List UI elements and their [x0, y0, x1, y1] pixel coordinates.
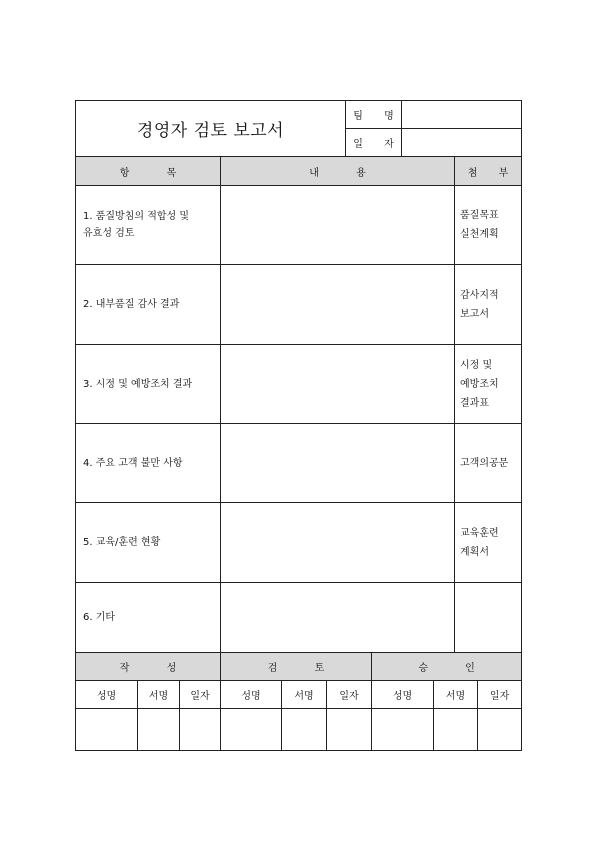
team-label: 팀 명 — [346, 101, 402, 129]
column-header-attachment: 첨 부 — [455, 157, 522, 186]
signoff-field[interactable] — [327, 709, 372, 751]
signoff-field[interactable] — [138, 709, 180, 751]
signoff-table — [75, 652, 522, 751]
table-row — [76, 265, 522, 345]
signoff-sub-signature: 서명 — [434, 681, 478, 709]
attachment-cell: 교육훈련 계획서 — [455, 503, 522, 583]
header-table — [75, 100, 522, 157]
signoff-sub-name: 성명 — [221, 681, 282, 709]
attachment-cell: 고객의공문 — [455, 424, 522, 503]
item-cell: 5. 교육/훈련 현황 — [76, 503, 221, 583]
table-row — [76, 345, 522, 424]
table-row — [76, 186, 522, 265]
signoff-field[interactable] — [282, 709, 327, 751]
signoff-sub-date: 일자 — [478, 681, 522, 709]
content-cell[interactable] — [221, 503, 455, 583]
signoff-sub-date: 일자 — [327, 681, 372, 709]
date-label: 일 자 — [346, 129, 402, 157]
table-row — [76, 503, 522, 583]
column-header-content: 내 용 — [221, 157, 455, 186]
table-row — [76, 583, 522, 653]
signoff-sub-signature: 서명 — [138, 681, 180, 709]
signoff-group-writer: 작 성 — [76, 653, 221, 681]
signoff-sub-date: 일자 — [180, 681, 221, 709]
content-cell[interactable] — [221, 186, 455, 265]
column-header-item: 항 목 — [76, 157, 221, 186]
item-cell: 3. 시정 및 예방조치 결과 — [76, 345, 221, 424]
items-table — [75, 156, 522, 653]
signoff-field[interactable] — [478, 709, 522, 751]
page-title: 경영자 검토 보고서 — [76, 101, 346, 157]
item-cell: 6. 기타 — [76, 583, 221, 653]
content-cell[interactable] — [221, 265, 455, 345]
content-cell[interactable] — [221, 424, 455, 503]
signoff-sub-name: 성명 — [76, 681, 138, 709]
content-cell[interactable] — [221, 583, 455, 653]
item-cell: 4. 주요 고객 불만 사항 — [76, 424, 221, 503]
signoff-field[interactable] — [434, 709, 478, 751]
attachment-cell: 시정 및 예방조치 결과표 — [455, 345, 522, 424]
item-cell: 2. 내부품질 감사 결과 — [76, 265, 221, 345]
attachment-cell — [455, 583, 522, 653]
date-field[interactable] — [402, 129, 522, 157]
signoff-group-approve: 승 인 — [372, 653, 522, 681]
item-cell: 1. 품질방침의 적합성 및 유효성 검토 — [76, 186, 221, 265]
signoff-field[interactable] — [180, 709, 221, 751]
signoff-group-review: 검 토 — [221, 653, 372, 681]
signoff-field[interactable] — [372, 709, 434, 751]
signoff-sub-signature: 서명 — [282, 681, 327, 709]
attachment-cell: 감사지적 보고서 — [455, 265, 522, 345]
team-field[interactable] — [402, 101, 522, 129]
signoff-sub-name: 성명 — [372, 681, 434, 709]
content-cell[interactable] — [221, 345, 455, 424]
attachment-cell: 품질목표 실천계획 — [455, 186, 522, 265]
signoff-field[interactable] — [76, 709, 138, 751]
signoff-field[interactable] — [221, 709, 282, 751]
table-row — [76, 424, 522, 503]
